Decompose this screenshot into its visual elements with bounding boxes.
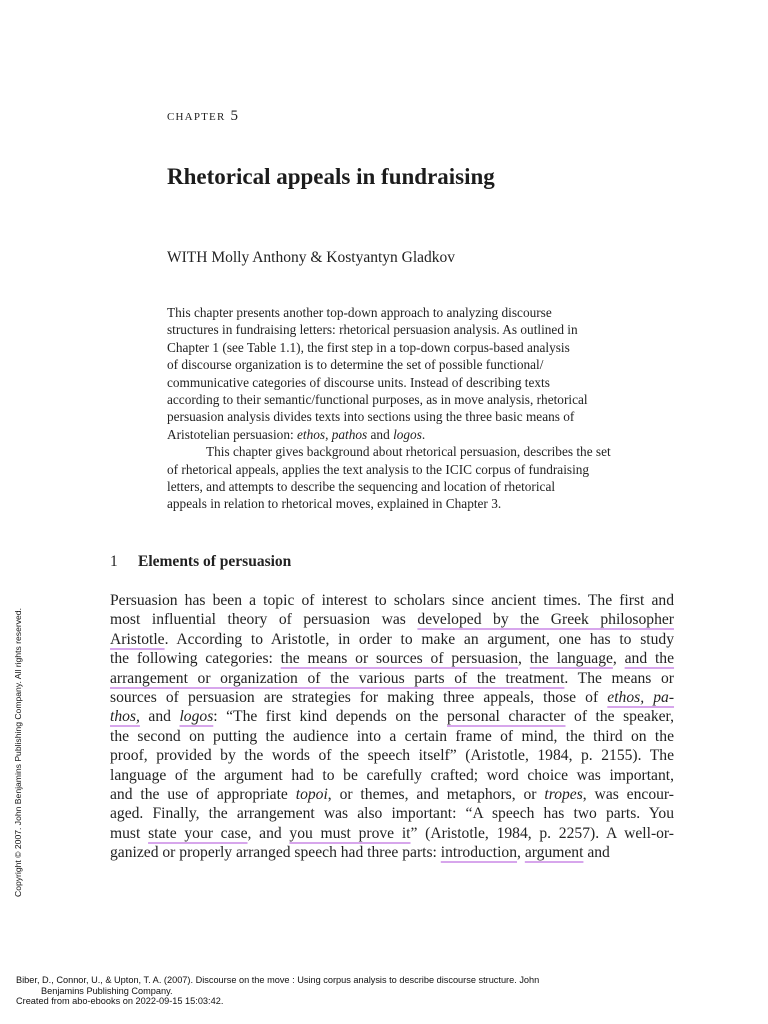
- body-line: [110, 785, 674, 804]
- highlighted-text: and the: [624, 650, 675, 668]
- text-span: of the speaker,: [565, 708, 674, 726]
- text-span: sources of persuasion are strategies for making three appeals, those of: [110, 688, 608, 706]
- abstract-line: [167, 426, 667, 443]
- term-topoi: topoi: [295, 785, 328, 803]
- text-span: the following categories:: [110, 650, 281, 668]
- text-span: and: [139, 708, 180, 726]
- body-line: proof, provided by the words of the speech itself” (Aristotle, 1984, p. 2155). The: [110, 747, 674, 765]
- citation-footer: [16, 975, 539, 1007]
- abstract-line: communicative categories of discourse units. Instead of describing texts: [167, 374, 550, 390]
- highlighted-text: personal character: [447, 708, 566, 726]
- highlighted-text: logos: [179, 708, 214, 726]
- abstract-line: letters, and attempts to describe the sequencing and location of rhetorical: [167, 478, 556, 494]
- body-line: [110, 610, 674, 629]
- abstract-line: This chapter presents another top-down approach to analyzing discourse: [167, 305, 552, 320]
- chapter-title: Rhetorical appeals in fundraising: [167, 164, 495, 189]
- section-heading: [110, 553, 291, 571]
- section-number: 1: [110, 553, 118, 570]
- highlighted-text: developed by the Greek philosopher: [417, 611, 674, 629]
- text-span: ,: [517, 844, 525, 862]
- text-span: , and: [247, 824, 290, 842]
- abstract-line: Chapter 1 (see Table 1.1), the first step in a top-down corpus-based analysis: [167, 339, 570, 355]
- text-span: . The means or: [564, 669, 674, 687]
- text-span: must: [110, 824, 149, 842]
- citation-line: Biber, D., Connor, U., & Upton, T. A. (2007). Discourse on the move : Using corpus analysis to describe discourse structure. John: [16, 975, 540, 985]
- side-copyright-notice: Copyright © 2007. John Benjamins Publishing Company. All rights reserved.: [13, 608, 23, 897]
- body-line: [110, 649, 674, 668]
- chapter-label: chapter 5: [167, 108, 240, 124]
- abstract-line: structures in fundraising letters: rhetorical persuasion analysis. As outlined in: [167, 322, 578, 338]
- text-span: and the use of appropriate: [110, 785, 296, 803]
- term-logos: logos: [393, 426, 422, 442]
- text-span: and: [583, 844, 610, 862]
- body-line: language of the argument had to be carefully crafted; word choice was important,: [110, 766, 674, 784]
- body-paragraph: [110, 591, 674, 862]
- text-span: ganized or properly arranged speech had three parts:: [110, 844, 441, 862]
- term-pathos: pathos: [331, 426, 368, 442]
- highlighted-text: the language: [529, 650, 613, 668]
- body-line: [110, 824, 674, 843]
- text-span: and: [367, 426, 394, 442]
- body-line: [110, 707, 674, 726]
- text-span: Aristotelian persuasion:: [167, 426, 297, 442]
- body-line: [110, 669, 674, 688]
- text-span: ,: [325, 426, 332, 442]
- highlighted-text: you must prove it: [289, 824, 411, 842]
- text-span: . According to Aristotle, in order to make an argument, one has to study: [164, 630, 674, 648]
- section-title: Elements of persuasion: [138, 553, 292, 570]
- body-line: [110, 843, 674, 862]
- highlighted-text: the means or sources of persuasion: [280, 650, 519, 668]
- body-line: Persuasion has been a topic of interest to scholars since ancient times. The first and: [110, 592, 674, 609]
- term-ethos: ethos: [297, 426, 326, 442]
- highlighted-text: ethos, pa-: [607, 688, 675, 706]
- abstract-line: of rhetorical appeals, applies the text analysis to the ICIC corpus of fundraising: [167, 461, 590, 477]
- text-span: most influential theory of persuasion was: [110, 611, 418, 629]
- citation-line: Created from abo-ebooks on 2022-09-15 15:03:42.: [16, 996, 224, 1006]
- highlighted-text: introduction: [440, 844, 518, 862]
- body-line: the second on putting the audience into a certain frame of mind, the third on the: [110, 727, 674, 745]
- text-span: ,: [612, 650, 625, 668]
- abstract-line: of discourse organization is to determine the set of possible functional/: [167, 357, 544, 373]
- highlighted-text: state your case: [148, 824, 248, 842]
- highlighted-text: Aristotle: [110, 630, 165, 648]
- text-span: ,: [518, 650, 530, 668]
- term-tropes: tropes: [544, 785, 583, 803]
- highlighted-text: thos,: [110, 708, 140, 726]
- abstract-line: This chapter gives background about rhetorical persuasion, describes the set: [206, 444, 611, 460]
- text-span: , or themes, and metaphors, or: [327, 785, 545, 803]
- text-span: , was encour-: [582, 785, 674, 803]
- abstract-line: according to their semantic/functional purposes, as in move analysis, rhetorical: [167, 391, 588, 407]
- body-line: aged. Finally, the arrangement was also important: “A speech has two parts. You: [110, 805, 674, 823]
- text-span: .: [421, 426, 426, 442]
- chapter-abstract: [167, 304, 667, 513]
- text-span: ” (Aristotle, 1984, p. 2257). A well-or-: [410, 824, 675, 842]
- chapter-authors: WITH Molly Anthony & Kostyantyn Gladkov: [167, 249, 456, 266]
- abstract-line: persuasion analysis divides texts into sections using the three basic means of: [167, 409, 575, 425]
- abstract-line: appeals in relation to rhetorical moves, explained in Chapter 3.: [167, 496, 502, 512]
- highlighted-text: arrangement or organization of the various parts of the treatment: [110, 669, 565, 687]
- body-line: [110, 630, 674, 649]
- citation-line: Benjamins Publishing Company.: [41, 985, 173, 996]
- text-span: : “The first kind depends on the: [213, 708, 448, 726]
- highlighted-text: argument: [524, 844, 584, 862]
- body-line: [110, 688, 674, 707]
